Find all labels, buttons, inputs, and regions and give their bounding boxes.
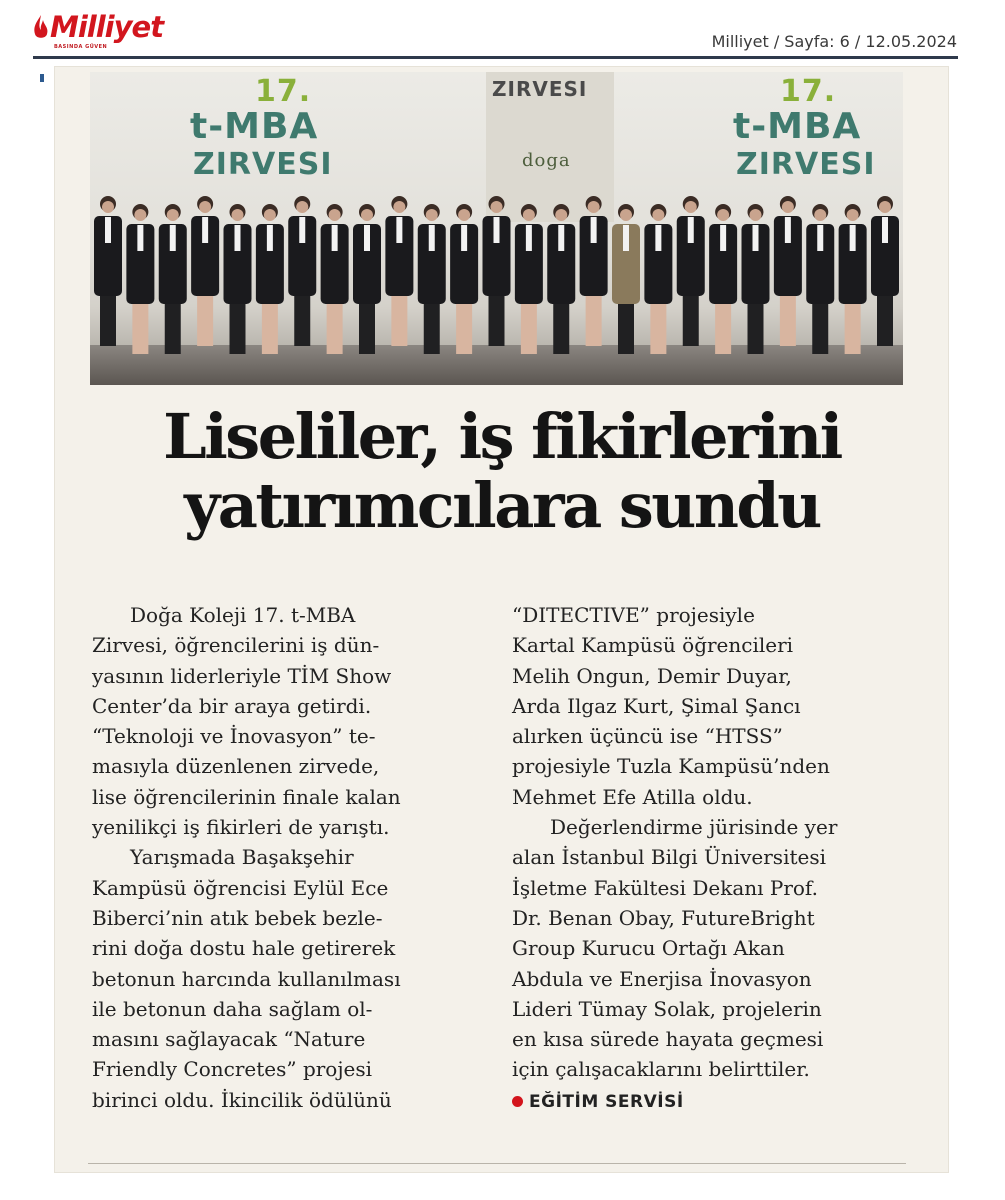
text-line: rini doğa dostu hale getirerek (92, 936, 396, 961)
text-line: Kartal Kampüsü öğrencileri (512, 633, 794, 658)
header-divider (33, 56, 958, 59)
text-line: birinci oldu. İkincilik ödülünü (92, 1087, 392, 1112)
person-silhouette (547, 204, 575, 354)
person-silhouette (644, 204, 672, 354)
byline (512, 1087, 912, 1117)
text-line: Group Kurucu Ortağı Akan (512, 936, 785, 961)
logo-slogan: BASINDA GÜVEN (54, 44, 108, 50)
byline-text: EĞİTİM SERVİSİ (529, 1091, 684, 1112)
text-line: alan İstanbul Bilgi Üniversitesi (512, 845, 826, 870)
milliyet-logo (32, 12, 172, 52)
red-dot-icon (512, 1096, 523, 1107)
headline-line: Liseliler, iş fikirlerini (163, 400, 841, 473)
person-silhouette (612, 204, 640, 354)
person-silhouette (288, 196, 316, 346)
text-line: yasının liderleriyle TİM Show (92, 663, 392, 688)
bottom-divider (88, 1163, 906, 1164)
logo-text: Milliyet (50, 10, 164, 44)
text-line: Değerlendirme jürisinde yer (550, 815, 838, 840)
text-line: lise öğrencilerinin finale kalan (92, 784, 401, 809)
person-silhouette (806, 204, 834, 354)
text-line: betonun harcında kullanılması (92, 966, 401, 991)
text-line: İşletme Fakültesi Dekanı Prof. (512, 875, 818, 900)
person-silhouette (159, 204, 187, 354)
text-line: yenilikçi iş fikirleri de yarıştı. (92, 815, 390, 840)
person-silhouette (321, 204, 349, 354)
text-line: “Teknoloji ve İnovasyon” te- (92, 724, 376, 749)
person-silhouette (871, 196, 899, 346)
right-sign-number: 17. (780, 74, 837, 109)
flame-icon (32, 14, 50, 42)
person-silhouette (774, 196, 802, 346)
text-line: Melih Ongun, Demir Duyar, (512, 663, 792, 688)
text-line: masını sağlayacak “Nature (92, 1027, 366, 1052)
person-silhouette (191, 196, 219, 346)
left-sign-number: 17. (255, 74, 312, 109)
person-silhouette (742, 204, 770, 354)
text-line: Zirvesi, öğrencilerini iş dün- (92, 633, 380, 658)
person-silhouette (450, 204, 478, 354)
right-sign-subtitle: ZIRVESI (736, 147, 876, 182)
text-line: Yarışmada Başakşehir (130, 845, 354, 870)
left-sign-subtitle: ZIRVESI (193, 147, 333, 182)
person-silhouette (677, 196, 705, 346)
text-line: Mehmet Efe Atilla oldu. (512, 784, 753, 809)
text-line: alırken üçüncü ise “HTSS” (512, 724, 783, 749)
center-sign-title: ZIRVESI (492, 77, 588, 101)
person-silhouette (224, 204, 252, 354)
text-line: Biberci’nin atık bebek bezle- (92, 905, 383, 930)
text-line: Doğa Koleji 17. t-MBA (130, 603, 356, 627)
person-silhouette (709, 204, 737, 354)
text-line: Friendly Concretes” projesi (92, 1057, 373, 1082)
text-line: en kısa sürede hayata geçmesi (512, 1027, 824, 1052)
article-column-right (512, 600, 912, 1117)
person-silhouette (483, 196, 511, 346)
text-line: Kampüsü öğrencisi Eylül Ece (92, 875, 389, 900)
center-sign-logo: doga (522, 150, 571, 171)
person-silhouette (580, 196, 608, 346)
left-sign-title: t-MBA (190, 106, 319, 147)
text-line: “DITECTIVE” projesiyle (512, 603, 755, 627)
person-silhouette (353, 204, 381, 354)
text-line: Dr. Benan Obay, FutureBright (512, 905, 815, 930)
person-silhouette (839, 204, 867, 354)
text-line: Arda Ilgaz Kurt, Şimal Şancı (512, 693, 801, 718)
person-silhouette (126, 204, 154, 354)
source-citation: Milliyet / Sayfa: 6 / 12.05.2024 (711, 32, 957, 51)
event-photo (90, 72, 903, 385)
text-line: Center’da bir araya getirdi. (92, 693, 372, 718)
text-line: Abdula ve Enerjisa İnovasyon (512, 966, 812, 991)
person-silhouette (515, 204, 543, 354)
text-line: Lideri Tümay Solak, projelerin (512, 996, 822, 1021)
right-sign-title: t-MBA (733, 106, 862, 147)
person-silhouette (256, 204, 284, 354)
text-line: için çalışacaklarını belirttiler. (512, 1057, 810, 1082)
article-column-left (92, 600, 472, 1115)
text-line: masıyla düzenlenen zirvede, (92, 754, 380, 779)
person-silhouette (418, 204, 446, 354)
article-headline (62, 402, 942, 541)
person-silhouette (385, 196, 413, 346)
text-line: projesiyle Tuzla Kampüsü’nden (512, 754, 830, 779)
text-line: ile betonun daha sağlam ol- (92, 996, 373, 1021)
margin-tick (40, 74, 44, 82)
headline-line: yatırımcılara sundu (184, 469, 820, 543)
group-of-people (90, 72, 903, 385)
person-silhouette (94, 196, 122, 346)
